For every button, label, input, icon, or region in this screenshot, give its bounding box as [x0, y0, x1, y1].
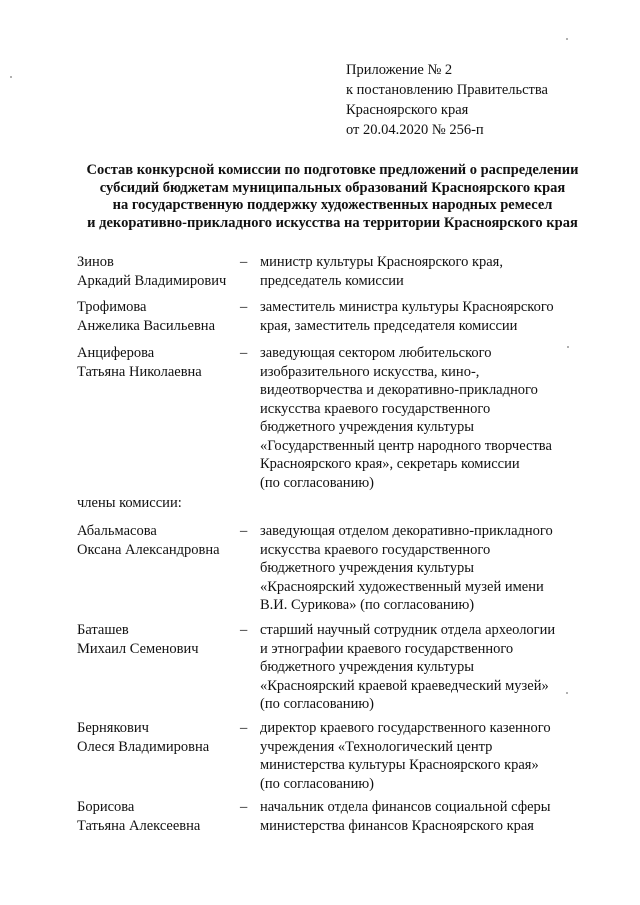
- given-names: Аркадий Владимирович: [77, 272, 227, 289]
- role-line: заместитель министра культуры Красноярского: [260, 299, 554, 315]
- title-line: и декоративно-прикладного искусства на территории Красноярского края: [87, 214, 578, 231]
- role-line: «Красноярский краевой краеведческий музей»: [260, 677, 549, 694]
- role-line: министерства культуры Красноярского края»: [260, 757, 539, 773]
- person-name: [77, 719, 242, 756]
- person-role: [260, 798, 590, 835]
- role-line: председатель комиссии: [260, 272, 404, 289]
- role-line: заведующая отделом декоративно-прикладного: [260, 523, 553, 539]
- document-title: [70, 162, 595, 232]
- role-line: искусства краевого государственного: [260, 400, 491, 417]
- surname: Борисова: [77, 799, 135, 815]
- person-role: [260, 719, 590, 793]
- surname: Бернякович: [77, 720, 149, 736]
- person-role: [260, 344, 590, 492]
- role-line: (по согласованию): [260, 474, 374, 491]
- surname: Абальмасова: [77, 523, 157, 539]
- role-line: Красноярского края», секретарь комиссии: [260, 456, 520, 472]
- person-role: [260, 522, 590, 615]
- surname: Трофимова: [77, 299, 147, 315]
- role-line: В.И. Сурикова» (по согласованию): [260, 597, 475, 613]
- given-names: Михаил Семенович: [77, 640, 199, 657]
- scan-speck: [10, 76, 12, 78]
- surname: Анциферова: [77, 345, 155, 361]
- given-names: Олеся Владимировна: [77, 738, 210, 755]
- role-line: директор краевого государственного казенного: [260, 720, 551, 736]
- given-names: Татьяна Николаевна: [77, 363, 202, 380]
- person-name: [77, 522, 242, 559]
- appendix-line: Приложение № 2: [346, 62, 453, 78]
- given-names: Анжелика Васильевна: [77, 317, 216, 334]
- dash-separator: –: [240, 345, 248, 361]
- role-line: видеотворчества и декоративно-прикладного: [260, 382, 538, 398]
- person-name: [77, 621, 242, 658]
- title-line: на государственную поддержку художественных народных ремесел: [112, 197, 553, 213]
- given-names: Татьяна Алексеевна: [77, 817, 201, 834]
- role-line: министр культуры Красноярского края,: [260, 254, 503, 270]
- role-line: министерства финансов Красноярского края: [260, 817, 534, 834]
- role-line: старший научный сотрудник отдела археологии: [260, 622, 556, 638]
- role-line: (по согласованию): [260, 696, 374, 712]
- person-role: [260, 621, 590, 714]
- role-line: бюджетного учреждения культуры: [260, 419, 474, 435]
- role-line: края, заместитель председателя комиссии: [260, 317, 518, 334]
- role-line: заведующая сектором любительского: [260, 345, 492, 361]
- title-line: Состав конкурсной комиссии по подготовке предложений о распределении: [86, 162, 579, 178]
- person-name: [77, 798, 242, 835]
- person-role: [260, 298, 590, 335]
- appendix-reference: [346, 60, 548, 140]
- scan-speck: [566, 38, 568, 40]
- role-line: (по согласованию): [260, 775, 374, 792]
- scan-speck: [566, 692, 568, 694]
- surname: Баташев: [77, 622, 129, 638]
- appendix-line: к постановлению Правительства: [346, 82, 548, 98]
- members-label: члены комиссии:: [77, 495, 182, 511]
- dash-separator: –: [240, 622, 248, 638]
- given-names: Оксана Александровна: [77, 541, 220, 558]
- person-name: [77, 298, 242, 335]
- scan-speck: [567, 346, 569, 348]
- role-line: изобразительного искусства, кино-,: [260, 363, 480, 380]
- surname: Зинов: [77, 254, 114, 270]
- role-line: бюджетного учреждения культуры: [260, 560, 474, 576]
- person-role: [260, 253, 590, 290]
- role-line: «Красноярский художественный музей имени: [260, 578, 544, 595]
- role-line: искусства краевого государственного: [260, 541, 491, 558]
- role-line: начальник отдела финансов социальной сферы: [260, 799, 551, 815]
- appendix-line: от 20.04.2020 № 256-п: [346, 122, 484, 138]
- role-line: и этнографии краевого государственного: [260, 640, 514, 657]
- title-line: субсидий бюджетам муниципальных образований Красноярского края: [99, 179, 566, 196]
- role-line: «Государственный центр народного творчества: [260, 437, 552, 454]
- person-name: [77, 253, 242, 290]
- dash-separator: –: [240, 254, 248, 270]
- person-name: [77, 344, 242, 381]
- role-line: бюджетного учреждения культуры: [260, 659, 474, 675]
- dash-separator: –: [240, 720, 248, 736]
- dash-separator: –: [240, 299, 248, 315]
- dash-separator: –: [240, 799, 248, 815]
- appendix-line: Красноярского края: [346, 102, 469, 118]
- role-line: учреждения «Технологический центр: [260, 738, 493, 755]
- dash-separator: –: [240, 523, 248, 539]
